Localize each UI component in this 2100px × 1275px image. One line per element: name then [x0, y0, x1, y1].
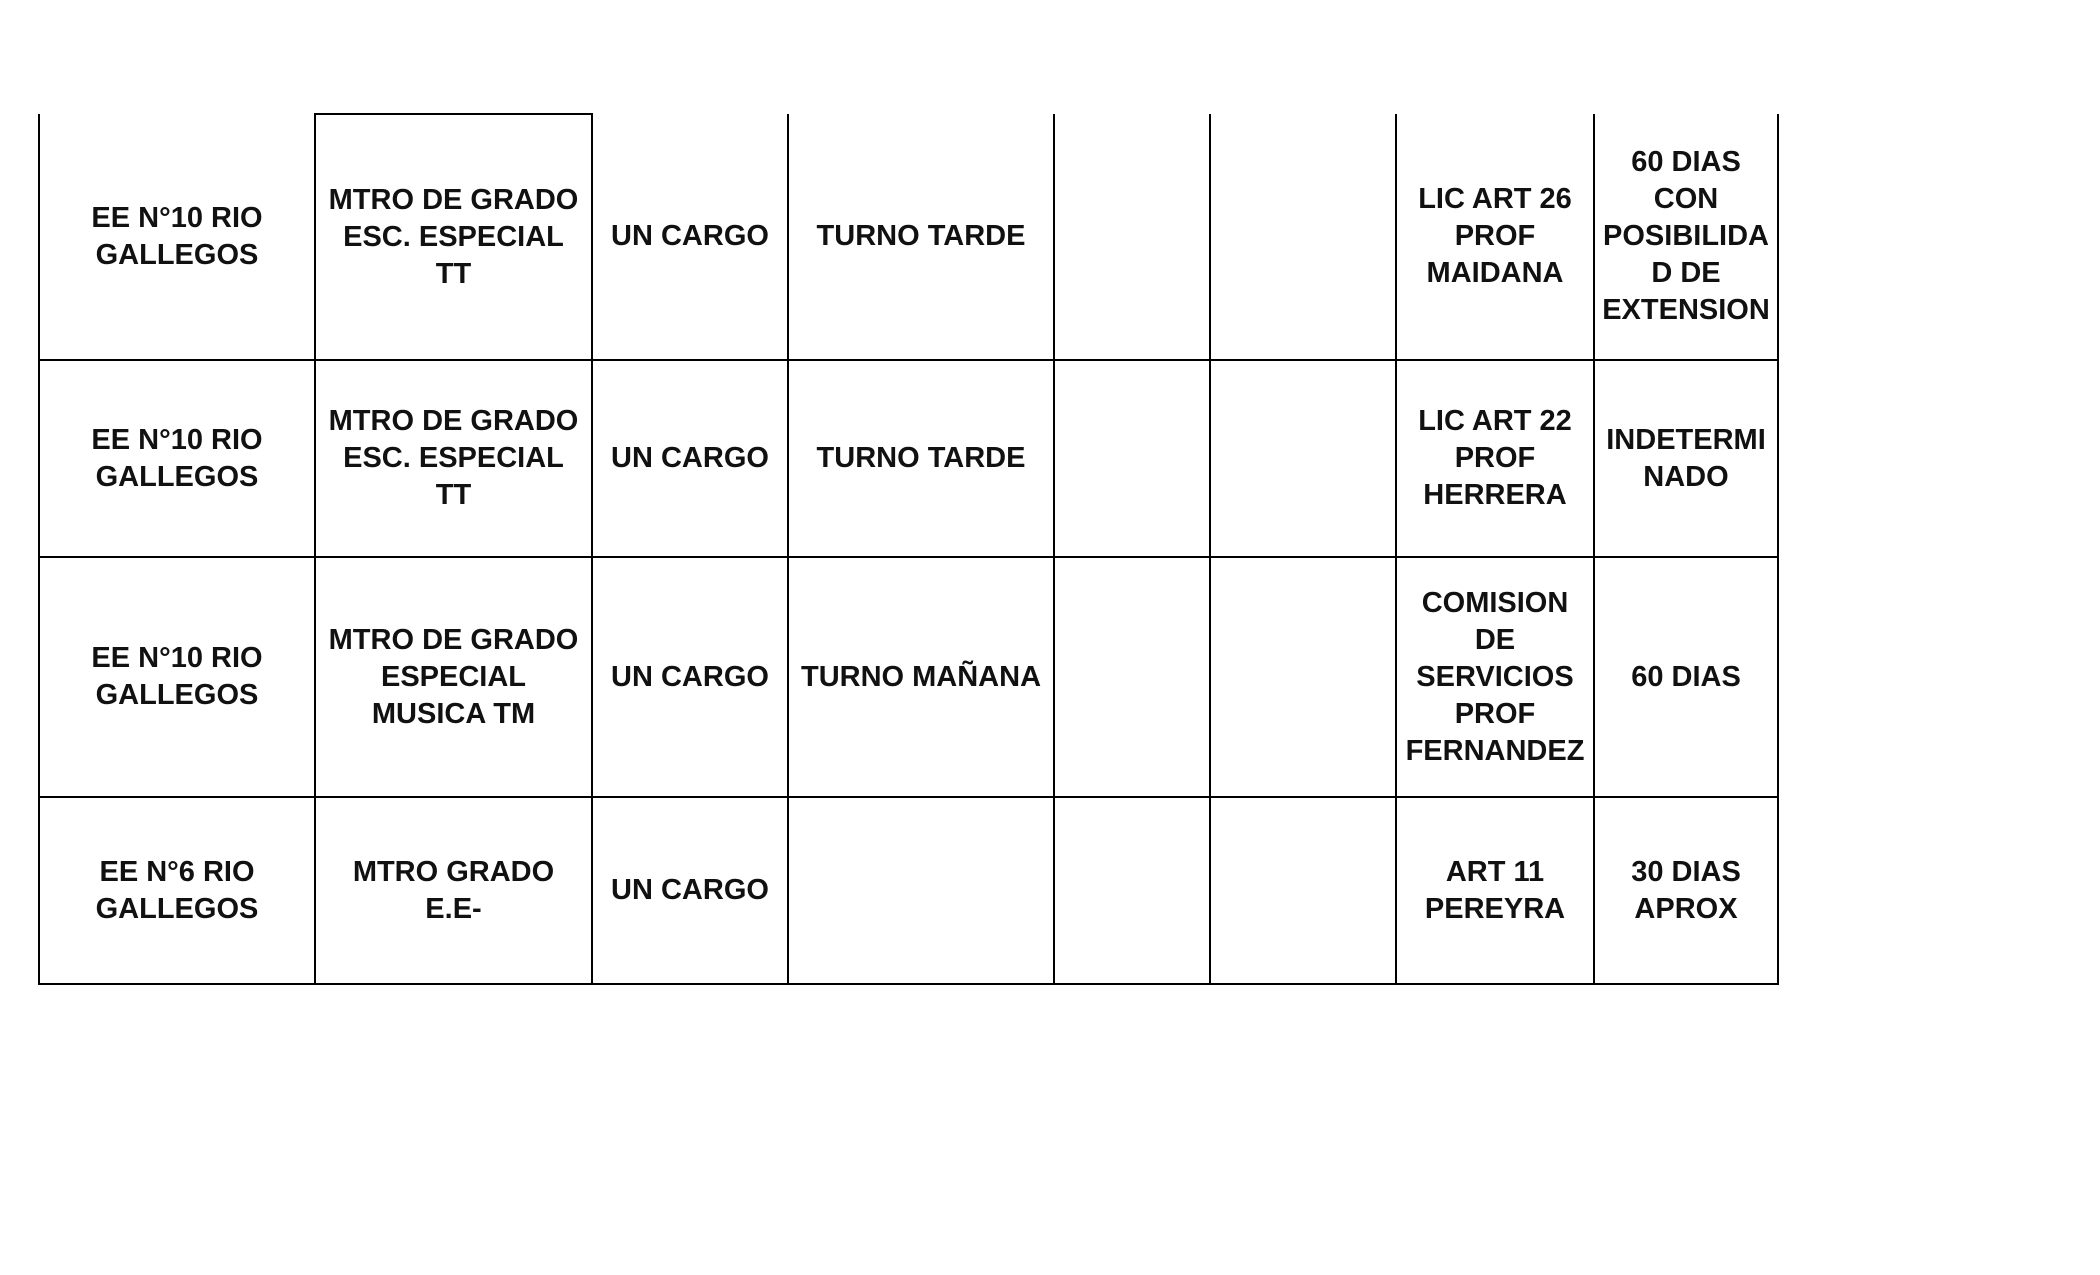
- position-cell: MTRO DE GRADO ESC. ESPECIAL TT: [315, 360, 592, 557]
- duration-cell: INDETERMI NADO: [1594, 360, 1778, 557]
- institution-cell: EE N°10 RIO GALLEGOS: [39, 114, 315, 360]
- table-row: [39, 557, 1778, 797]
- position-cell: MTRO DE GRADO ESPECIAL MUSICA TM: [315, 557, 592, 797]
- empty-cell: [1210, 557, 1396, 797]
- empty-cell: [1054, 360, 1210, 557]
- empty-cell: [1054, 557, 1210, 797]
- reason-cell: LIC ART 26 PROF MAIDANA: [1396, 114, 1594, 360]
- reason-cell: COMISION DE SERVICIOS PROF FERNANDEZ: [1396, 557, 1594, 797]
- shift-cell: [788, 797, 1054, 984]
- empty-cell: [1210, 797, 1396, 984]
- duration-cell: 30 DIAS APROX: [1594, 797, 1778, 984]
- duration-cell: 60 DIAS CON POSIBILIDA D DE EXTENSION: [1594, 114, 1778, 360]
- empty-cell: [1210, 360, 1396, 557]
- quantity-cell: UN CARGO: [592, 360, 788, 557]
- shift-cell: TURNO TARDE: [788, 360, 1054, 557]
- duration-cell: 60 DIAS: [1594, 557, 1778, 797]
- reason-cell: ART 11 PEREYRA: [1396, 797, 1594, 984]
- table-row: [39, 114, 1778, 360]
- institution-cell: EE N°10 RIO GALLEGOS: [39, 360, 315, 557]
- empty-cell: [1210, 114, 1396, 360]
- quantity-cell: UN CARGO: [592, 797, 788, 984]
- institution-cell: EE N°10 RIO GALLEGOS: [39, 557, 315, 797]
- vacancies-table: [38, 113, 1779, 985]
- table-row: [39, 797, 1778, 984]
- quantity-cell: UN CARGO: [592, 114, 788, 360]
- position-cell: MTRO DE GRADO ESC. ESPECIAL TT: [315, 114, 592, 360]
- quantity-cell: UN CARGO: [592, 557, 788, 797]
- shift-cell: TURNO MAÑANA: [788, 557, 1054, 797]
- table-row: [39, 360, 1778, 557]
- empty-cell: [1054, 114, 1210, 360]
- shift-cell: TURNO TARDE: [788, 114, 1054, 360]
- reason-cell: LIC ART 22 PROF HERRERA: [1396, 360, 1594, 557]
- empty-cell: [1054, 797, 1210, 984]
- institution-cell: EE N°6 RIO GALLEGOS: [39, 797, 315, 984]
- position-cell: MTRO GRADO E.E-: [315, 797, 592, 984]
